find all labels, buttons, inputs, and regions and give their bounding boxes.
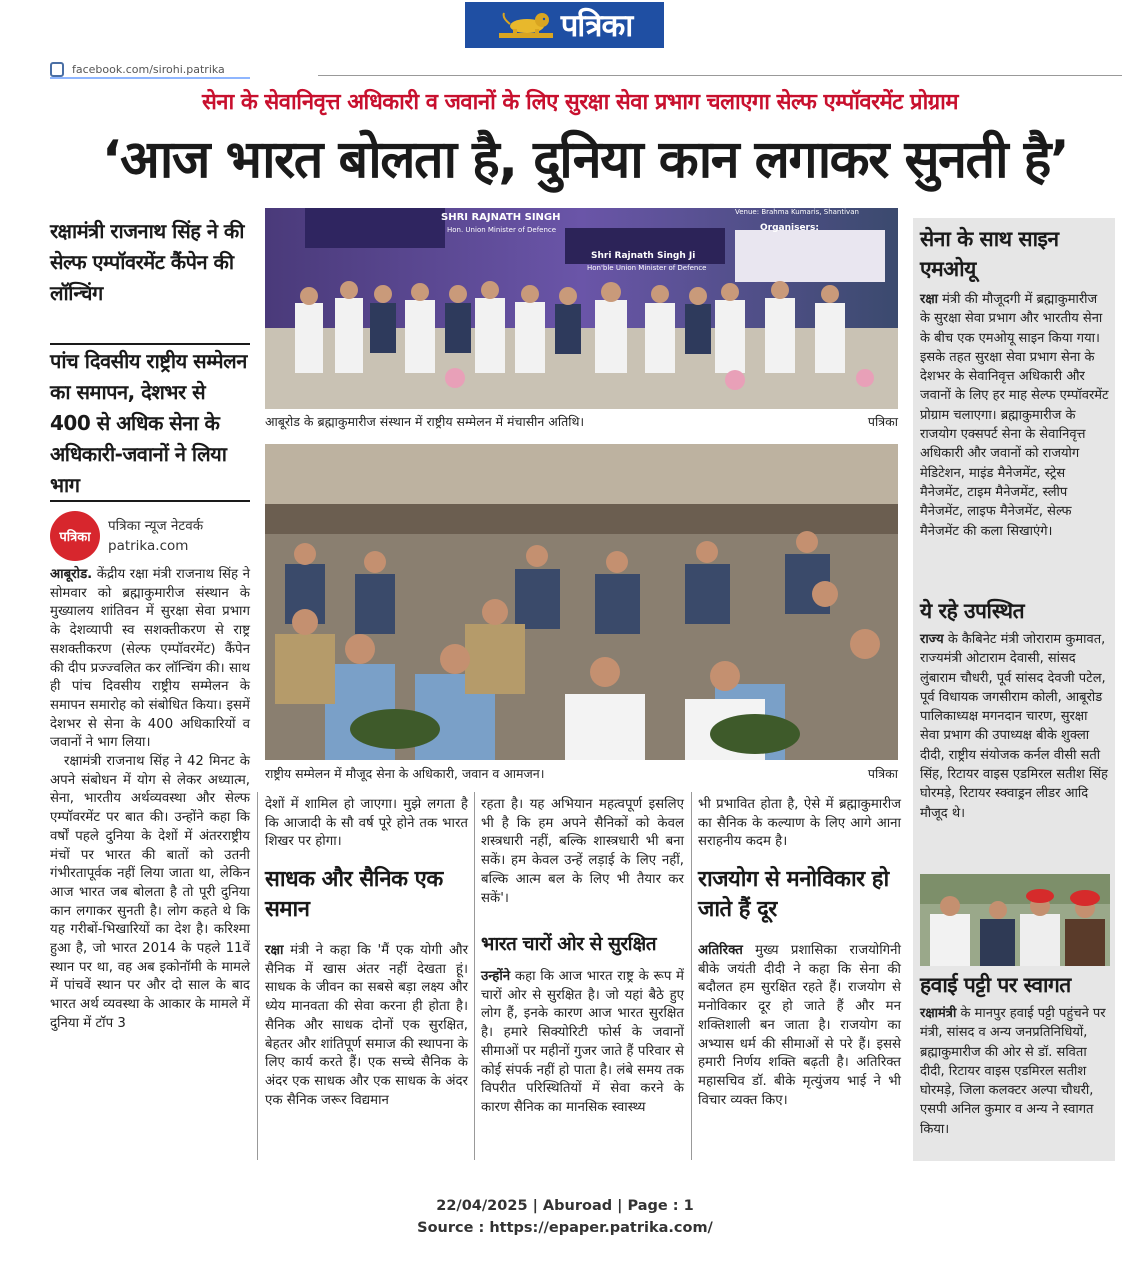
col2-text: मंत्री ने कहा कि 'मैं एक योगी और सैनिक में खास अंतर नहीं देखता हूं। साधक के जीवन का सबसे बड़ा लक्ष्य और ध्येय मानवता की सेवा करना ही होता है। सैनिक और साधक दोनों एक सुरक्षित, बेहतर और शांतिपूर्ण समाज की स्थापना के लिए कार्य करते हैं। एक सच्चे सैनिक के अंदर एक साधक और एक साधक के अंदर एक सैनिक जरूर विद्यमान xyxy=(265,943,469,1108)
audience-photo-caption xyxy=(265,765,898,782)
col4-heading: राजयोग से मनोविकार हो जाते हैं दूर xyxy=(698,867,889,922)
kicker: सेना के सेवानिवृत्त अधिकारी व जवानों के लिए सुरक्षा सेवा प्रभाग चलाएगा सेल्फ एम्पॉवरमेंट प्रोग्राम xyxy=(201,90,959,115)
byline-network: पत्रिका न्यूज नेटवर्क xyxy=(108,518,204,534)
subhead-summit: पांच दिवसीय राष्ट्रीय सम्मेलन का समापन, देशभर से 400 से अधिक सेना के अधिकारी-जवानों ने लिया भाग xyxy=(50,349,247,497)
col2-cont: देशों में शामिल हो जाएगा। मुझे लगता है कि आजादी के सौ वर्ष पूरे होने तक भारत शिखर पर होगा। xyxy=(265,797,468,850)
dateline: आबूरोड. xyxy=(50,567,93,582)
sidebar-mou-heading: सेना के साथ साइन एमओयू xyxy=(920,227,1059,281)
patrika-logo: पत्रिका xyxy=(50,511,100,561)
col4-text: मुख्य प्रशासिका राजयोगिनी बीके जयंती दीदी ने कहा कि सेना की बदौलत हम सुरक्षित रहते हैं। राजयोग से मनोविकार दूर हो जाते हैं और मन शक्तिशाली बन जाता है। राजयोग का अभ्यास धर्म की सीमाओं से परे हैं। इससे हमारी निर्णय शक्ति बढ़ती है। अतिरिक्त महासचिव डॉ. बीके मृत्युंजय भाई ने भी विचार व्यक्त किए। xyxy=(698,943,901,1108)
caption-text: आबूरोड के ब्रह्माकुमारीज संस्थान में राष्ट्रीय सम्मेलन में मंचासीन अतिथि। xyxy=(265,414,585,429)
sidebar-welcome-body xyxy=(920,1004,1110,1139)
lead-paragraph-1: केंद्रीय रक्षा मंत्री राजनाथ सिंह ने सोमवार को ब्रह्माकुमारीज संस्थान के मुख्यालय शांतिवन में सुरक्षा सेवा प्रभाग के देशव्यापी स्व सशक्तीकरण से राष्ट्र सशक्तीकरण (सेल्फ एम्पॉवरमेंट) कैंपेन की दीप प्रज्ज्वलित कर लॉन्चिंग की। साथ ही पांच दिवसीय राष्ट्रीय सम्मेलन के समापन समारोह को संबोधित किया। इसमें देशभर से सेना के 400 अधिकारियों व जवानों ने भाग लिया। xyxy=(50,567,250,751)
caption-text: राष्ट्रीय सम्मेलन में मौजूद सेना के अधिकारी, जवान व आमजन। xyxy=(265,766,545,781)
col3-body xyxy=(481,968,684,1118)
banner-organisers: Organisers: xyxy=(760,223,819,233)
col4-cont: भी प्रभावित होता है, ऐसे में ब्रह्माकुमारीज का सैनिक के कल्याण के लिए आगे आना सराहनीय कदम है। xyxy=(698,797,901,850)
lead-paragraph-2: रक्षामंत्री राजनाथ सिंह ने 42 मिनट के अपने संबोधन में योग से लेकर अध्यात्म, सेना, भारतीय अर्थव्यवस्था और सेल्फ एम्पॉवरमेंट पर बात की। उन्होंने कहा कि वर्षों पहले दुनिया के देशों में अंतरराष्ट्रीय मंचों पर भारत की बातों को उतनी गंभीरतापूर्वक नहीं लिया जाता था, लेकिन आज भारत जब बोलता है तो पूरी दुनिया कान लगाकर सुनती है। लोग कहते थे कि यह गरीबों-भिखारियों का देश है। करिश्मा हुआ है, जो भारत 2014 के पहले 11वें स्थान पर था, वह अब इकोनॉमी के मामले में पांचवें स्थान पर और दो साल के बाद भारत अर्थ व्यवस्था के आकार के मामले में दुनिया में टॉप 3 xyxy=(50,754,250,1031)
col3-cont: रहता है। यह अभियान महत्वपूर्ण इसलिए भी है कि हम अपने सैनिकों को केवल शस्त्रधारी नहीं, बल्कि शास्त्रधारी भी बना सकें। हम केवल उन्हें लड़ाई के लिए नहीं, बल्कि आत्म बल के लिए भी तैयार कर सकें'। xyxy=(481,797,684,906)
sidebar-mou-body xyxy=(920,290,1110,541)
welcome-photo-image xyxy=(920,874,1110,966)
column-rule xyxy=(691,792,692,1160)
footer-source[interactable]: Source : https://epaper.patrika.com/ xyxy=(417,1220,713,1236)
col2-heading: साधक और सैनिक एक समान xyxy=(265,867,443,922)
stage-photo-image xyxy=(265,208,898,409)
audience-photo-image xyxy=(265,444,898,760)
sidebar xyxy=(913,218,1115,1161)
divider xyxy=(50,500,250,502)
col3-heading: भारत चारों ओर से सुरक्षित xyxy=(481,933,657,955)
photo-credit: पत्रिका xyxy=(867,414,898,429)
col2-body xyxy=(265,942,468,1110)
col4-lead: अतिरिक्त xyxy=(698,943,743,958)
banner-venue: Venue: Brahma Kumaris, Shantivan xyxy=(735,208,859,216)
sidebar-welcome-lead: रक्षामंत्री xyxy=(920,1006,957,1021)
subhead-launch: रक्षामंत्री राजनाथ सिंह ने की सेल्फ एम्पॉवरमेंट कैंपेन की लॉन्चिंग xyxy=(50,219,244,305)
welcome-photo xyxy=(920,874,1110,966)
facebook-link[interactable]: facebook.com/sirohi.patrika xyxy=(72,63,225,76)
facebook-strip xyxy=(50,62,250,79)
col3-text: कहा कि आज भारत राष्ट्र के रूप में चारों ओर से सुरक्षित है। जो यहां बैठे हुए लोग हैं, इनके कारण आज भारत सुरक्षित है। हमारे सिक्योरिटी फोर्स के जवानों सीमाओं पर महीनों गुजर जाते हैं परिवार से कोई संपर्क नहीं हो पाता है। लंबे समय तक विपरीत परिस्थितियों में सेवा करने के कारण सैनिक का मानसिक स्वास्थ्य xyxy=(481,969,685,1115)
sidebar-present-body xyxy=(920,630,1110,823)
sidebar-present-lead: राज्य xyxy=(920,632,944,647)
banner-title-2: Hon'ble Union Minister of Defence xyxy=(587,264,707,272)
masthead xyxy=(465,2,664,48)
photo-credit: पत्रिका xyxy=(867,766,898,781)
banner-name-2: Shri Rajnath Singh Ji xyxy=(591,251,696,261)
col4-body xyxy=(698,942,901,1110)
lion-logo-icon xyxy=(497,10,555,40)
lead-article xyxy=(50,566,250,1191)
banner-title-1: Hon. Union Minister of Defence xyxy=(447,226,557,234)
column-rule xyxy=(257,792,258,1160)
banner-name-1: SHRI RAJNATH SINGH xyxy=(441,212,561,223)
sidebar-present-heading: ये रहे उपस्थित xyxy=(920,599,1025,623)
col3-lead: उन्होंने xyxy=(481,969,511,984)
sidebar-welcome-text: के मानपुर हवाई पट्टी पहुंचने पर मंत्री, सांसद व अन्य जनप्रतिनिधियों, ब्रह्माकुमारीज की ओर से डॉ. सविता दीदी, रिटायर वाइस एडमिरल सतीश घोरमड़े, जिला कलक्टर अल्पा चौधरी, एसपी अनिल कुमार व अन्य ने स्वागत किया। xyxy=(920,1006,1106,1137)
stage-photo-caption xyxy=(265,413,898,430)
footer xyxy=(0,1195,1130,1239)
facebook-icon xyxy=(50,62,64,77)
sidebar-welcome-heading: हवाई पट्टी पर स्वागत xyxy=(920,973,1071,997)
byline xyxy=(50,510,250,562)
column-rule xyxy=(474,792,475,1160)
sidebar-mou-lead: रक्षा xyxy=(920,292,939,307)
footer-edition: 22/04/2025 | Aburoad | Page : 1 xyxy=(436,1198,694,1214)
sidebar-mou-text: मंत्री की मौजूदगी में ब्रह्माकुमारीज के सुरक्षा सेवा प्रभाग और भारतीय सेना के बीच एक एमओयू साइन किया गया। इसके तहत सुरक्षा सेवा प्रभाग सेना के देशभर के सेवानिवृत्त अधिकारी और जवानों के लिए हर माह सेल्फ एम्पॉवरमेंट प्रोग्राम चलाएगा। ब्रह्माकुमारीज के राजयोग एक्सपर्ट सेना के सेवानिवृत्त अधिकारी और जवानों को राजयोग मेडिटेशन, माइंड मैनेजमेंट, स्ट्रेस मैनेजमेंट, टाइम मैनेजमेंट, स्लीप मैनेजमेंट, लाइफ मैनेजमेंट, सेल्फ मैनेजमेंट की कला सिखाएंगे। xyxy=(920,292,1109,539)
divider xyxy=(50,343,250,345)
byline-site[interactable]: patrika.com xyxy=(108,538,189,554)
divider xyxy=(318,64,1122,76)
col2-lead: रक्षा xyxy=(265,943,284,958)
audience-photo xyxy=(265,444,898,760)
headline: ‘आज भारत बोलता है, दुनिया कान लगाकर सुनती है’ xyxy=(101,130,1069,190)
sidebar-present-text: के कैबिनेट मंत्री जोराराम कुमावत, राज्यमंत्री ओटाराम देवासी, सांसद लुंबाराम चौधरी, पूर्व सांसद देवजी पटेल, पूर्व विधायक जगसीराम कोली, आबूरोड पालिकाध्यक्ष मगनदान चारण, सुरक्षा सेवा प्रभाग की उपाध्यक्ष बीके शुक्ला दीदी, राष्ट्रीय संयोजक कर्नल वीसी सती सिंह, रिटायर वाइस एडमिरल सतीश सिंह घोरमड़े, रिटायर स्क्वाड्रन लीडर आदि मौजूद थे। xyxy=(920,632,1108,821)
masthead-title: पत्रिका xyxy=(560,8,633,44)
stage-photo xyxy=(265,208,898,409)
